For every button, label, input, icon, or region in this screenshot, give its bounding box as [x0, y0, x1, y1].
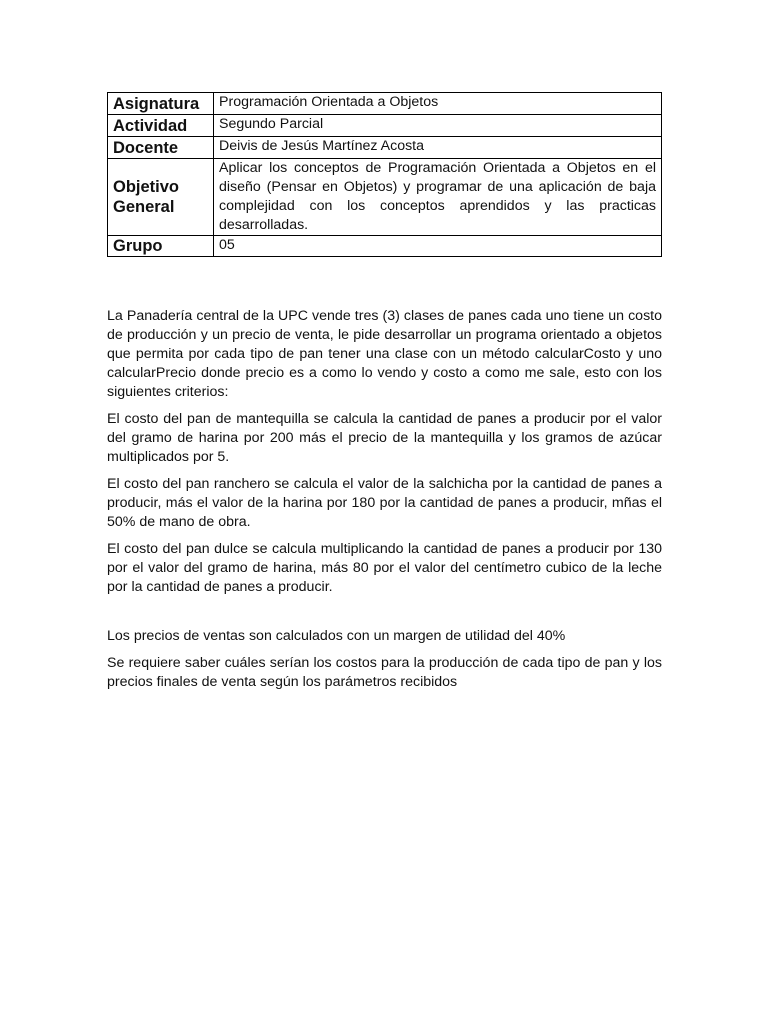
asignatura-label: Asignatura [108, 93, 214, 115]
assignment-body [107, 307, 662, 700]
table-row [108, 137, 662, 159]
table-row [108, 93, 662, 115]
table-row [108, 115, 662, 137]
requerimiento-paragraph: Se requiere saber cuáles serían los costos para la producción de cada tipo de pan y los precios finales de venta según los parámetros recibidos [107, 655, 662, 690]
docente-label: Docente [108, 137, 214, 159]
grupo-label: Grupo [108, 236, 214, 257]
asignatura-value: Programación Orientada a Objetos [214, 93, 662, 115]
pan-mantequilla-paragraph: El costo del pan de mantequilla se calcula la cantidad de panes a producir por el valor del gramo de harina por 200 más el precio de la mantequilla y los gramos de azúcar multiplicados por 5. [107, 411, 662, 465]
grupo-value: 05 [214, 236, 662, 257]
pan-ranchero-paragraph: El costo del pan ranchero se calcula el valor de la salchicha por la cantidad de panes a producir, más el valor de la harina por 180 por la cantidad de panes a producir, mñas el 50% de mano de obra. [107, 476, 662, 530]
actividad-label: Actividad [108, 115, 214, 137]
table-row [108, 159, 662, 236]
margen-utilidad-paragraph: Los precios de ventas son calculados con un margen de utilidad del 40% [107, 628, 566, 644]
intro-paragraph: La Panadería central de la UPC vende tres (3) clases de panes cada uno tiene un costo de producción y un precio de venta, le pide desarrollar un programa orientado a objetos que permita por cada tipo de pan tener una clase con un método calcularCosto y uno calcularPrecio donde precio es a como lo vendo y costo a como me sale, esto con los siguientes criterios: [107, 308, 662, 400]
docente-value: Deivis de Jesús Martínez Acosta [214, 137, 662, 159]
course-info-table [107, 92, 662, 257]
pan-dulce-paragraph: El costo del pan dulce se calcula multiplicando la cantidad de panes a producir por 130 por el valor del gramo de harina, más 80 por el valor del centímetro cubico de la leche por la cantidad de panes a producir. [107, 541, 662, 595]
objetivo-general-label: Objetivo General [108, 159, 214, 236]
actividad-value: Segundo Parcial [214, 115, 662, 137]
table-row [108, 236, 662, 257]
objetivo-general-value: Aplicar los conceptos de Programación Orientada a Objetos en el diseño (Pensar en Objetos) y programar de una aplicación de baja complejidad con los conceptos aprendidos y las practicas desarrolladas. [214, 159, 662, 236]
